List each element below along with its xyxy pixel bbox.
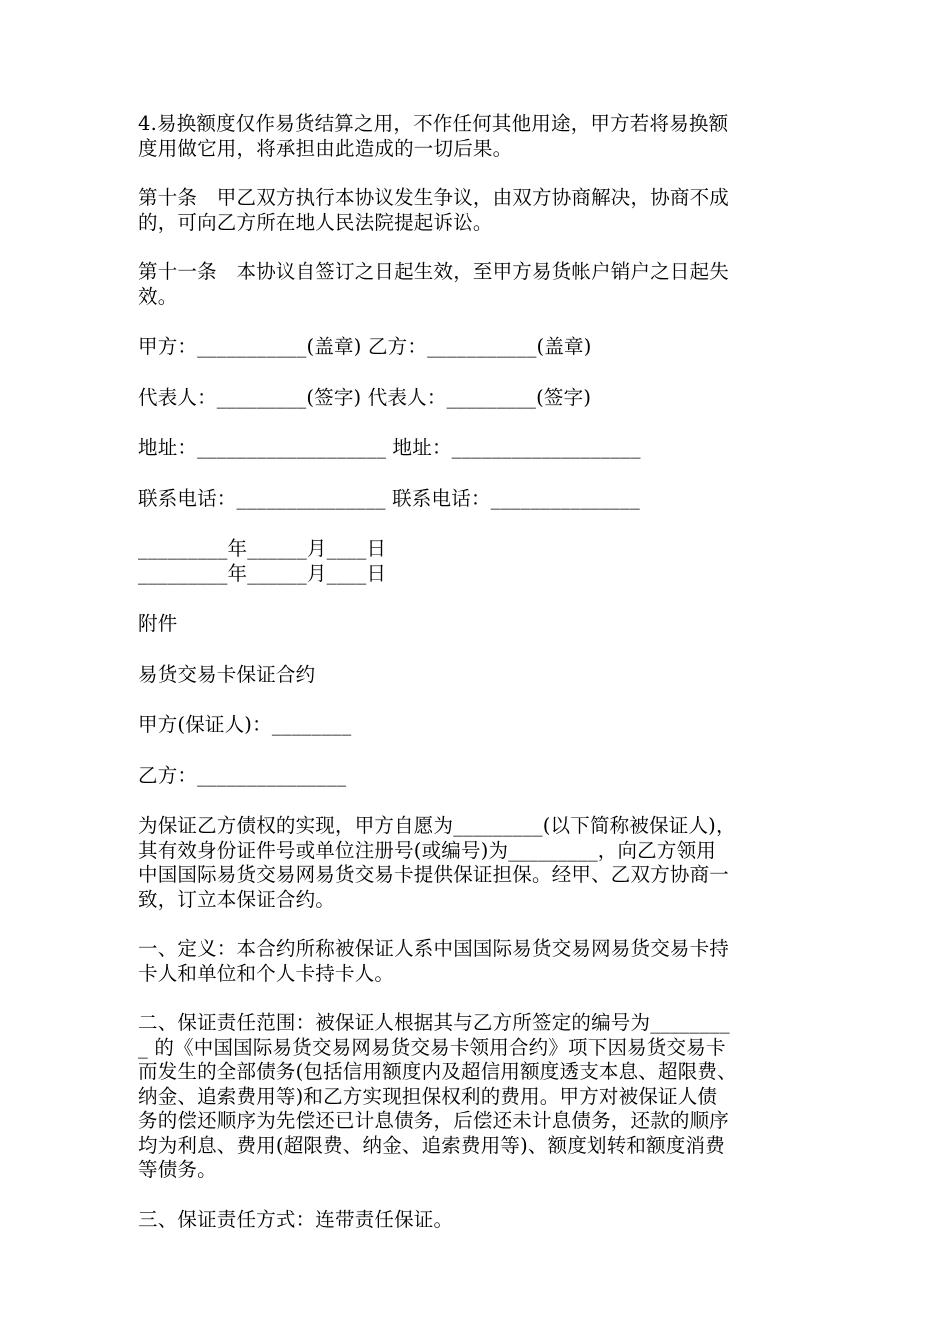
party-b: 乙方：_______________ [138,763,347,787]
intro-line3: 中国国际易货交易网易货交易卡提供保证担保。经甲、乙双方协商一 [138,863,730,886]
article-10-line2: 的，可向乙方所在地人民法院提起诉讼。 [138,210,493,234]
article-10-line1: 第十条 甲乙双方执行本协议发生争议，由双方协商解决，协商不成 [138,186,730,209]
date-line-1: _________年______月____日 [138,537,387,560]
clause-4-line2: 度用做它用，将承担由此造成的一切后果。 [138,136,513,160]
phone-line: 联系电话：_______________ 联系电话：_______________ [138,486,640,510]
intro-line2: 其有效身份证件号或单位注册号(或编号)为_________，向乙方领用 [138,838,716,862]
date-line-2: _________年______月____日 [138,561,387,585]
clause-4-line1: 4.易换额度仅作易货结算之用，不作任何其他用途，甲方若将易换额 [138,112,729,135]
representative-line: 代表人：_________(签字) 代表人：_________(签字) [138,385,592,409]
address-line: 地址：___________________ 地址：___________________ [138,436,641,459]
scope-line5: 务的偿还顺序为先偿还已计息债务，后偿还未计息债务，还款的顺序 [138,1109,730,1132]
scope-line7: 等债务。 [138,1158,217,1181]
party-a-guarantor: 甲方(保证人)：________ [138,713,352,736]
scope-line6: 均为利息、费用(超限费、纳金、追索费用等)、额度划转和额度消费 [138,1133,725,1157]
definition-line1: 一、定义：本合约所称被保证人系中国国际易货交易网易货交易卡持 [138,937,730,960]
scope-line3: 而发生的全部债务(包括信用额度内及超信用额度透支本息、超限费、 [138,1060,737,1083]
scope-line4: 纳金、追索费用等)和乙方实现担保权利的费用。甲方对被保证人债 [138,1084,718,1108]
article-11-line2: 效。 [138,284,178,308]
definition-line2: 卡人和单位和个人卡持卡人。 [138,961,395,985]
scope-line2: _ 的《中国国际易货交易网易货交易卡领用合约》项下因易货交易卡 [138,1035,726,1059]
scope-line1: 二、保证责任范围：被保证人根据其与乙方所签定的编号为________ [138,1011,730,1034]
intro-line4: 致，订立本保证合约。 [138,887,336,911]
appendix-label: 附件 [138,612,178,635]
intro-line1: 为保证乙方债权的实现，甲方自愿为_________(以下简称被保证人)， [138,814,736,837]
party-seal-line: 甲方：___________(盖章) 乙方：___________(盖章) [138,335,592,358]
document-page [138,112,818,1232]
article-11-line1: 第十一条 本协议自签订之日起生效，至甲方易货帐户销户之日起失 [138,260,730,283]
contract-title: 易货交易卡保证合约 [138,662,316,686]
method-line: 三、保证责任方式：连带责任保证。 [138,1207,454,1231]
